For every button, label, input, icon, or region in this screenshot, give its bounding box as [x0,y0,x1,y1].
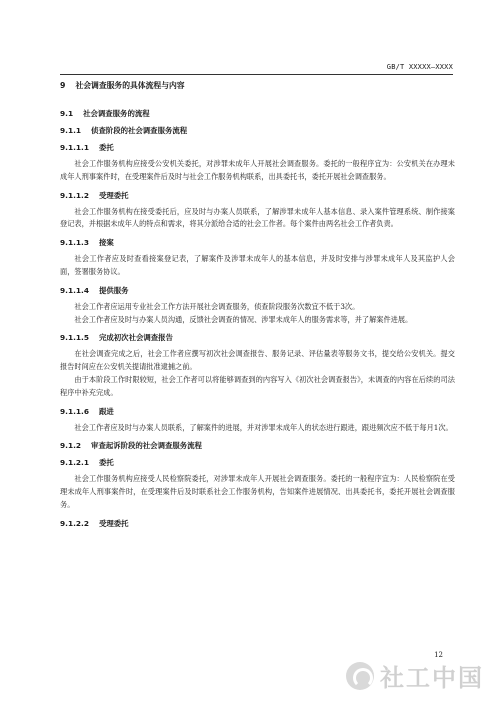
paragraph: 社会工作服务机构应接受人民检察院委托，对涉罪未成年人开展社会调查服务。委托的一般程序宜为：人民检察院在受理未成年人刑事案件时，在受理案件后及时联系社会工作服务机构，告知案件进展情况、出具委托书，委托开展社会调查服务。 [60,474,455,509]
social-work-logo-icon [346,662,374,690]
document-body [60,80,455,529]
heading-9-1-1-3: 9.1.1.3 接案 [60,238,114,248]
paragraph: 在社会调查完成之后，社会工作者应撰写初次社会调查报告、服务记录、评估量表等服务文书，提交给公安机关。提交报告时间应在公安机关提请批准逮捕之前。 [60,349,455,372]
page-number: 12 [434,651,443,659]
paragraph: 社会工作服务机构在接受委托后，应及时与办案人员联系，了解涉罪未成年人基本信息、录入案件管理系统、制作接案登记表，并根据未成年人的特点和需求，将其分派给合适的社会工作者。每个案件由两名社会工作者负责。 [60,206,455,229]
heading-9-1-2-1: 9.1.2.1 委托 [60,458,114,468]
heading-9: 9 社会调查服务的具体流程与内容 [60,81,185,90]
watermark-text: 社工中国 [380,664,484,692]
heading-9-1-1-5: 9.1.1.5 完成初次社会调查报告 [60,333,173,343]
heading-9-1-2: 9.1.2 审查起诉阶段的社会调查服务流程 [60,441,202,451]
watermark [346,658,484,693]
paragraph: 社会工作者应运用专业社会工作方法开展社会调查服务，侦查阶段服务次数宜不低于3次。 [74,301,360,311]
standard-code: GB/T XXXXX—XXXX [386,63,453,71]
heading-9-1-1-4: 9.1.1.4 提供服务 [60,285,129,295]
header-rule [60,74,453,75]
heading-9-1: 9.1 社会调查服务的流程 [60,109,150,118]
heading-9-1-1-2: 9.1.1.2 受理委托 [60,190,129,200]
heading-9-1-1: 9.1.1 侦查阶段的社会调查服务流程 [60,126,188,135]
heading-9-1-1-6: 9.1.1.6 跟进 [60,406,114,416]
paragraph: 社会工作服务机构应接受公安机关委托，对涉罪未成年人开展社会调查服务。委托的一般程序宜为：公安机关在办理未成年人刑事案件时，在受理案件后及时与社会工作服务机构联系，出具委托书，委托开展社会调查服务。 [60,159,455,181]
paragraph: 由于本阶段工作时限较短，社会工作者可以将能够调查到的内容写入《初次社会调查报告》，未调查的内容在后续的司法程序中补充完成。 [60,374,455,397]
paragraph: 社会工作者应及时与办案人员联系，了解案件的进展，并对涉罪未成年人的状态进行跟进，跟进频次应不低于每月1次。 [74,422,453,432]
paragraph: 社会工作者应及时与办案人员沟通，反馈社会调查的情况、涉罪未成年人的服务需求等，并了解案件进展。 [74,314,413,324]
heading-9-1-1-1: 9.1.1.1 委托 [60,143,114,152]
heading-9-1-2-2: 9.1.2.2 受理委托 [60,518,129,528]
paragraph: 社会工作者应及时查看接案登记表，了解案件及涉罪未成年人的基本信息，并及时安排与涉罪未成年人及其监护人会面，签署服务协议。 [60,254,455,276]
